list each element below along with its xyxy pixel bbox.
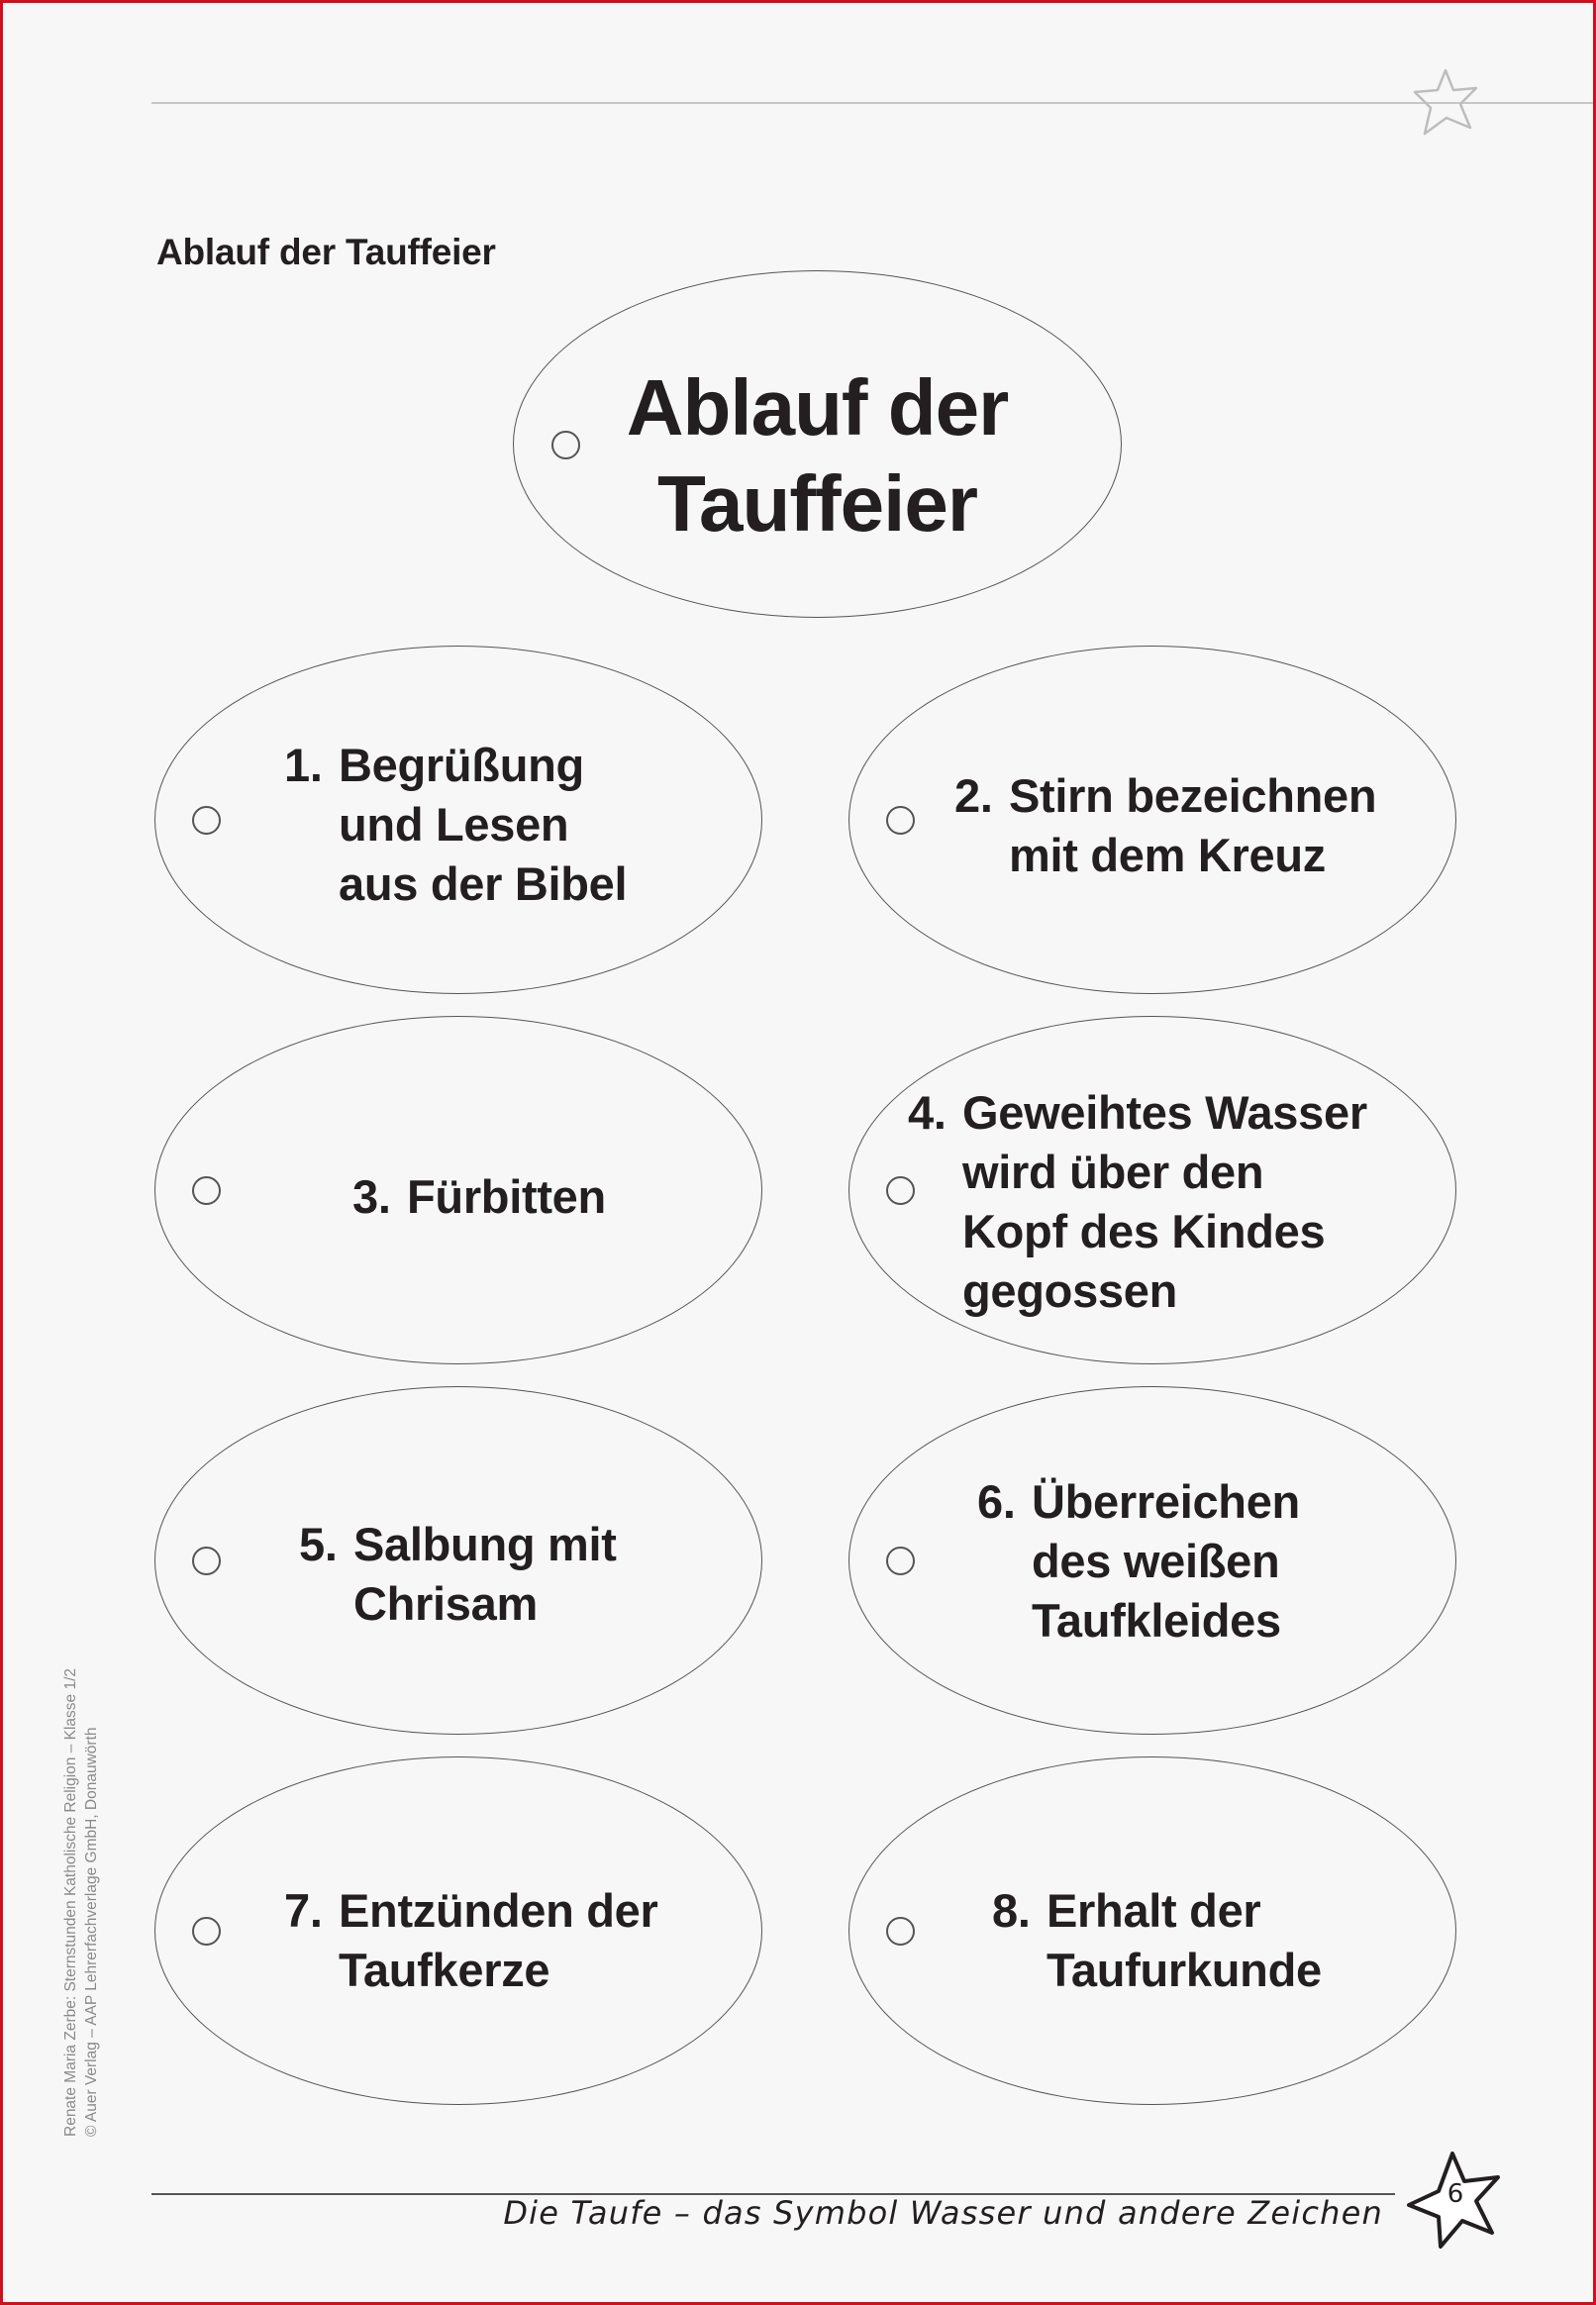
step-line: Entzünden der <box>339 1884 658 1937</box>
title-card-text <box>577 359 1057 551</box>
punch-hole <box>886 1547 915 1575</box>
step-number: 5. <box>299 1518 338 1570</box>
page-heading: Ablauf der Tauffeier <box>156 232 496 272</box>
step-line: und Lesen <box>339 798 569 851</box>
step-line: wird über den <box>962 1146 1264 1198</box>
step-card-8-text <box>992 1881 1322 2000</box>
footer-title: Die Taufe – das Symbol Wasser und andere Zeichen <box>503 2194 1383 2232</box>
step-card-2-text <box>954 766 1376 885</box>
step-line: Salbung mit <box>353 1518 617 1570</box>
step-line: Taufkleides <box>1032 1594 1281 1647</box>
copyright-credit <box>60 1668 102 2137</box>
step-line: gegossen <box>962 1264 1177 1317</box>
step-number: 8. <box>992 1884 1031 1937</box>
step-line: Stirn bezeichnen <box>1009 769 1377 822</box>
step-line: Überreichen <box>1032 1475 1300 1528</box>
page-number: 6 <box>1446 2179 1464 2209</box>
step-line: Chrisam <box>353 1577 538 1630</box>
punch-hole <box>192 1547 221 1575</box>
step-line: Erhalt der <box>1047 1884 1261 1937</box>
step-line: Begrüßung <box>339 739 584 791</box>
credit-line-1: Renate Maria Zerbe: Sternstunden Katholische Religion – Klasse 1/2 <box>62 1667 79 2137</box>
step-card-4-text <box>908 1083 1367 1321</box>
title-line-1: Ablauf der <box>626 363 1009 451</box>
step-card-5-text <box>299 1515 617 1634</box>
step-line: Taufkerze <box>339 1944 550 1996</box>
title-line-2: Tauffeier <box>657 459 977 548</box>
punch-hole <box>192 806 221 835</box>
step-line: Geweihtes Wasser <box>962 1086 1367 1139</box>
punch-hole <box>551 431 580 459</box>
step-number: 1. <box>284 739 323 791</box>
step-line: mit dem Kreuz <box>1009 829 1326 881</box>
step-card-7-text <box>284 1881 657 2000</box>
step-number: 4. <box>908 1086 947 1139</box>
step-line: Kopf des Kindes <box>962 1205 1326 1257</box>
step-line: des weißen <box>1032 1535 1280 1587</box>
punch-hole <box>886 806 915 835</box>
punch-hole <box>192 1176 221 1205</box>
step-card-3-text <box>352 1167 606 1227</box>
punch-hole <box>886 1917 915 1946</box>
step-number: 3. <box>352 1170 391 1223</box>
credit-line-2: © Auer Verlag – AAP Lehrerfachverlage GmbH, Donauwörth <box>83 1727 100 2137</box>
step-line: Fürbitten <box>407 1170 606 1223</box>
step-line: aus der Bibel <box>339 857 628 910</box>
star-outline-icon <box>1411 66 1480 138</box>
step-number: 7. <box>284 1884 323 1937</box>
step-card-1-text <box>284 736 627 914</box>
header-rule <box>151 102 1593 104</box>
step-line: Taufurkunde <box>1047 1944 1322 1996</box>
step-card-6-text <box>977 1472 1300 1651</box>
step-number: 2. <box>954 769 993 822</box>
step-number: 6. <box>977 1475 1016 1528</box>
punch-hole <box>192 1917 221 1946</box>
